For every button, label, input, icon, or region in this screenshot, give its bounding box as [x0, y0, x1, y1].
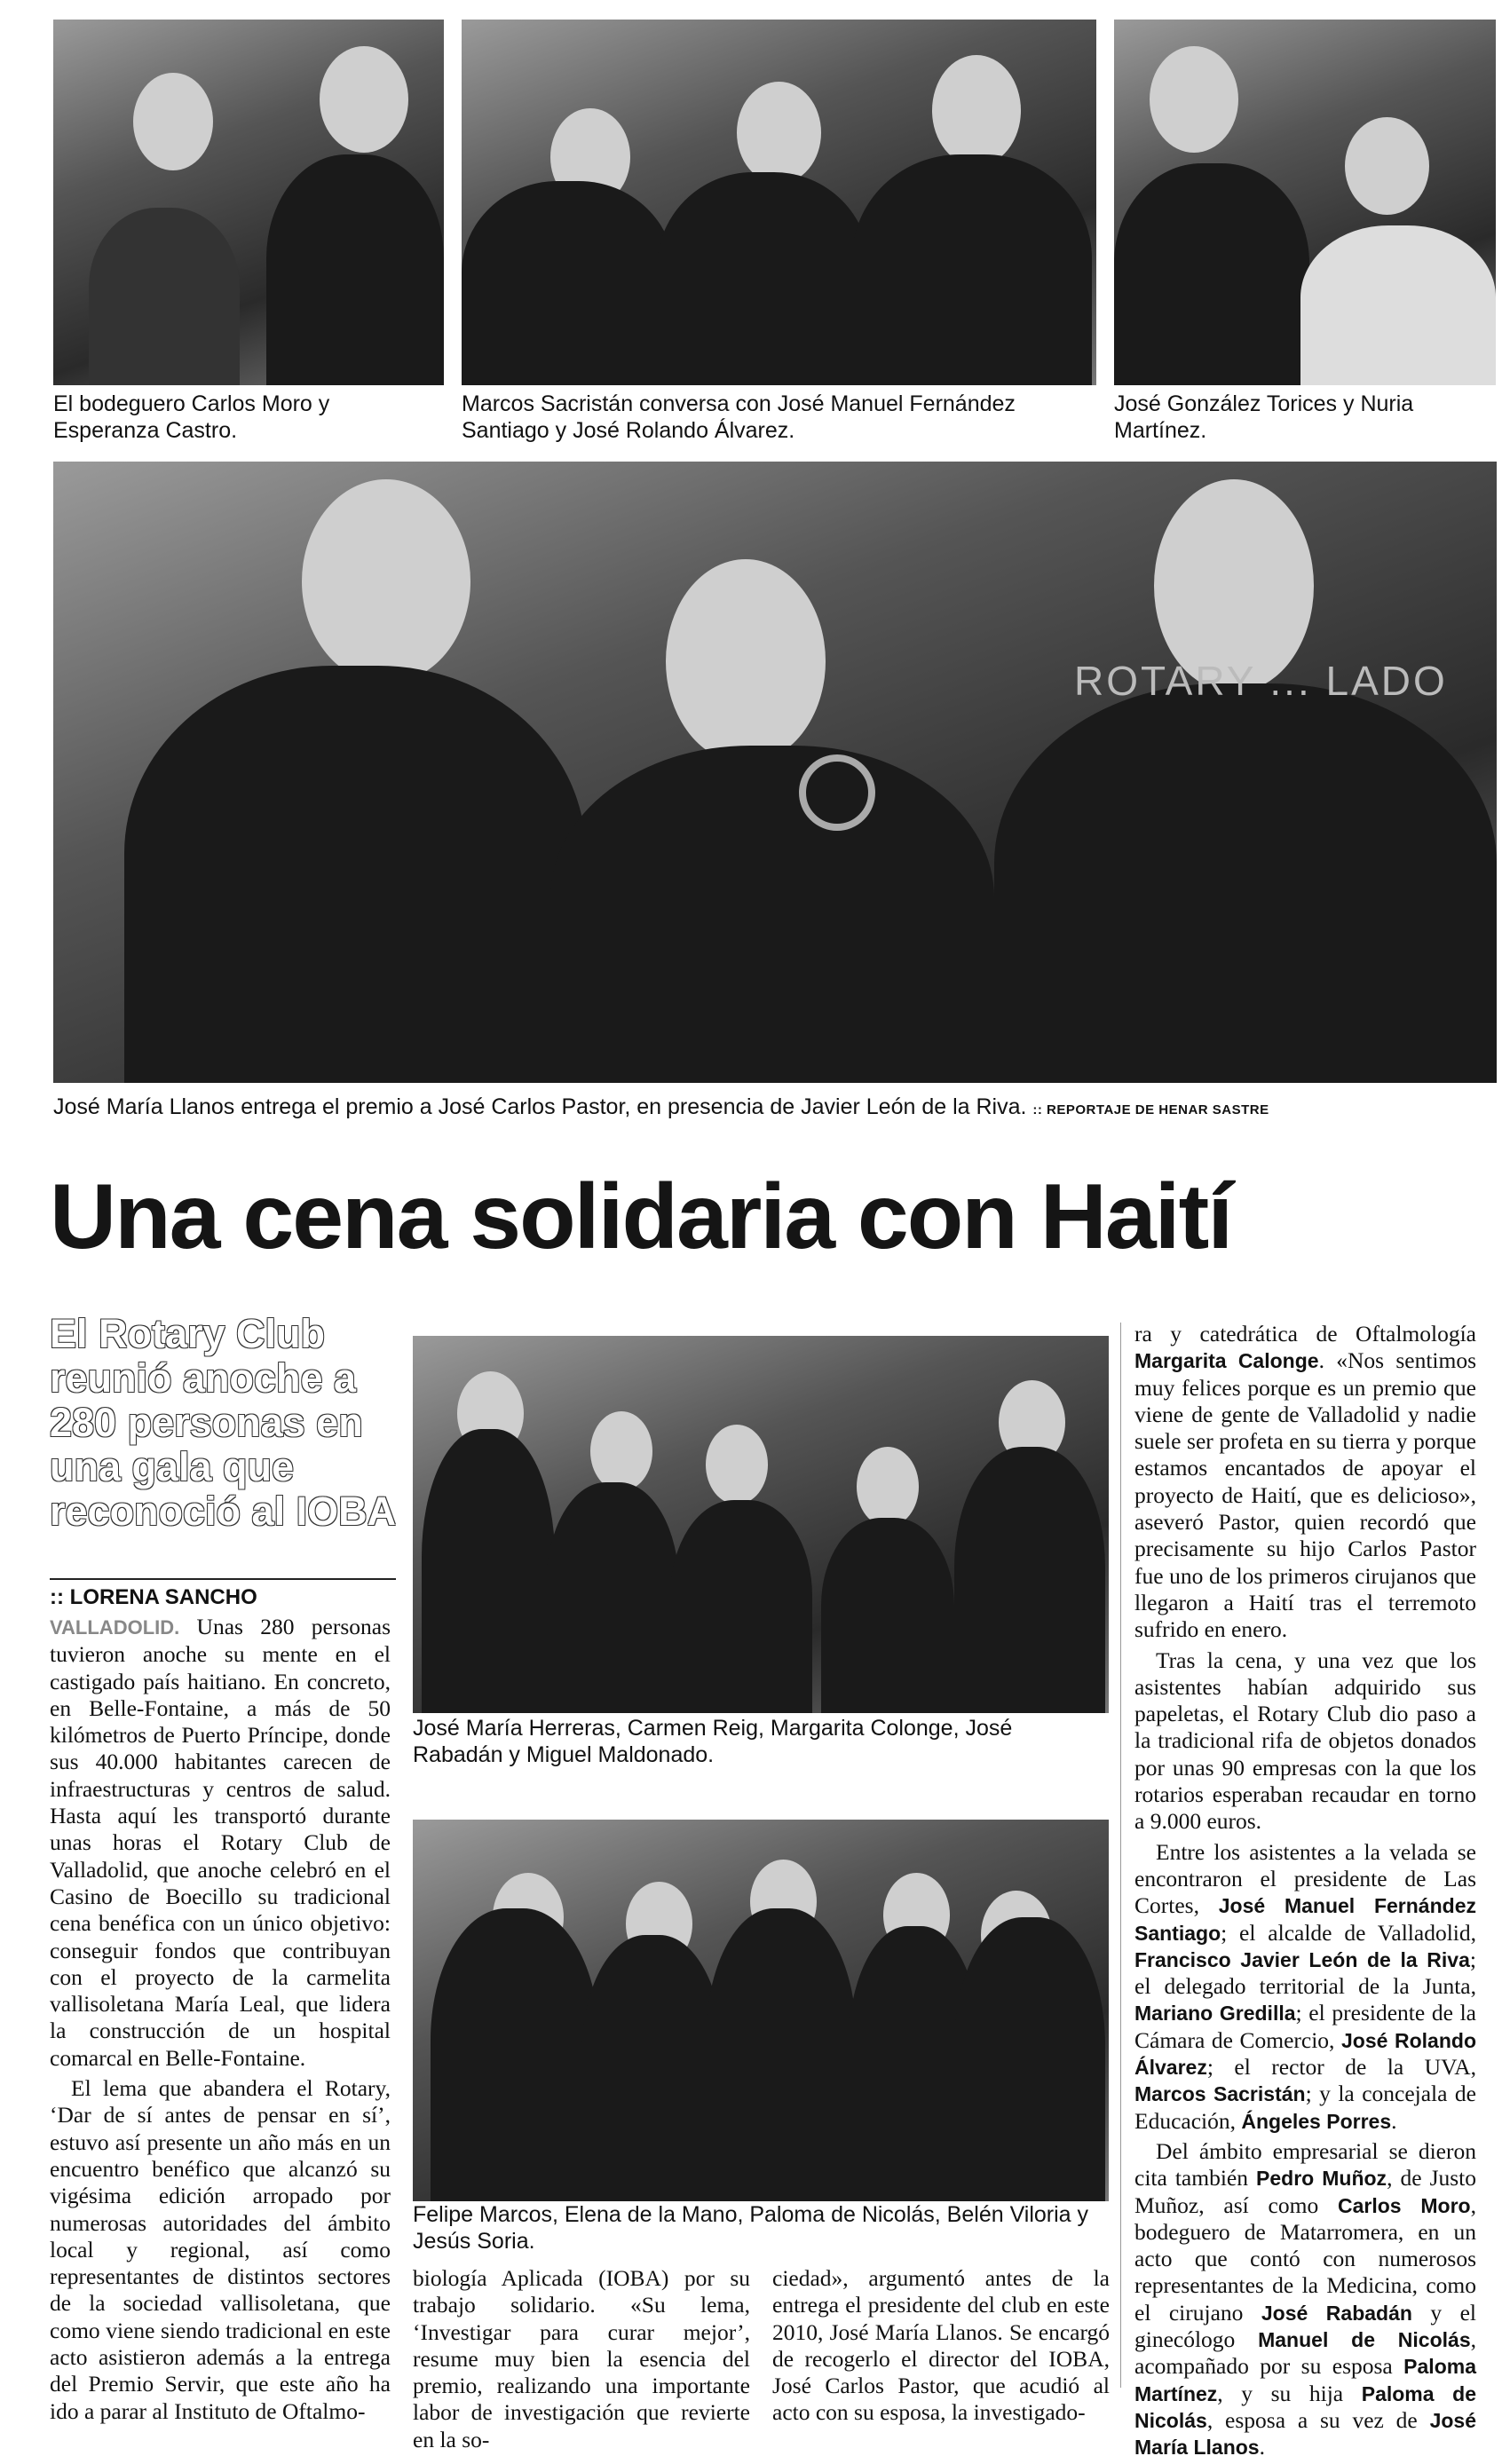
- caption-group2: Felipe Marcos, Elena de la Mano, Paloma de Nicolás, Belén Viloria y Jesús Soria.: [413, 2202, 1089, 2254]
- p4-name-3: José Rabadán: [1261, 2301, 1412, 2325]
- name-calonge: Margarita Calonge: [1134, 1349, 1319, 1373]
- p3-text-2: ; el alcalde de Valladolid,: [1221, 1919, 1476, 1946]
- p3-name-4: José Rolando Álvarez: [1134, 2028, 1476, 2080]
- photo-award-presentation: [53, 462, 1497, 1083]
- p4-name-1: Pedro Muñoz: [1256, 2167, 1387, 2191]
- p4-name-2: Carlos Moro: [1338, 2193, 1471, 2217]
- caption-photo1: El bodeguero Carlos Moro y Esperanza Castro.: [53, 391, 330, 443]
- headline: Una cena solidaria con Haití: [50, 1165, 1232, 1268]
- p4-text-3: , bodeguero de Matarromera, en un acto que contó con numerosos representantes de la Medicina, como el cirujano: [1134, 2192, 1476, 2326]
- col4-p1a: ra y catedrática de Oftalmología: [1134, 1321, 1476, 1347]
- p3-text-4: ; el presidente de la Cámara de Comercio,: [1134, 2000, 1477, 2053]
- deck: El Rotary Club reunió anoche a 280 personas en una gala que reconoció al IOBA: [50, 1311, 397, 1534]
- p4-text-6: , y su hija: [1217, 2380, 1362, 2406]
- photo-moro-castro: [53, 20, 444, 385]
- p3-text-5: ; el rector de la UVA,: [1206, 2054, 1476, 2081]
- trophy-icon: [799, 754, 875, 831]
- col1-paragraph-1: [50, 1614, 391, 2072]
- col4-paragraph-2: Tras la cena, y una vez que los asistentes habían adquirido sus papeletas, el Rotary Club dio paso a la tradicional rifa de objetos donados por unas 90 empresas con la que los rotarios esperaban recaudar en torno a 9.000 euros.: [1134, 1647, 1476, 1835]
- caption-main-text: José María Llanos entrega el premio a José Carlos Pastor, en presencia de Javier León de la Riva.: [53, 1094, 1027, 1119]
- p4-name-5: Paloma Martínez: [1134, 2355, 1476, 2405]
- p4-text-4: y el ginecólogo: [1134, 2299, 1477, 2352]
- caption-photo2: Marcos Sacristán conversa con José Manuel Fernández Santiago y José Rolando Álvarez.: [462, 391, 1016, 443]
- column-divider: [1120, 1323, 1121, 2388]
- p3-name-1: José Manuel Fernández Santiago: [1134, 1894, 1476, 1945]
- photo-torices-martinez: [1114, 20, 1496, 385]
- caption-group1: José María Herreras, Carmen Reig, Margarita Colonge, José Rabadán y Miguel Maldonado.: [413, 1716, 1013, 1767]
- photo-group-herreras: [413, 1336, 1109, 1713]
- p4-text-1: Del ámbito empresarial se dieron cita también: [1134, 2137, 1476, 2192]
- photo-credit: :: REPORTAJE DE HENAR SASTRE: [1032, 1102, 1269, 1117]
- p3-text-7: .: [1391, 2107, 1397, 2134]
- dateline: VALLADOLID.: [50, 1616, 180, 1639]
- p4-name-4: Manuel de Nicolás: [1258, 2327, 1471, 2351]
- p4-name-7: José María Llanos: [1134, 2408, 1476, 2460]
- col1-paragraph-2: El lema que abandera el Rotary, ‘Dar de sí antes de pensar en sí’, estuvo así presente un año más en un encuentro benéfico que alcanzó su vigésima edición arropado por numerosas autoridades del ámbito local y regional, así como representantes de distintos sectores de la sociedad vallisoletana, que como viene siendo tradicional en este acto asistieron además a la entrega del Premio Servir, que este año ha ido a parar al Instituto de Oftalmo-: [50, 2075, 391, 2424]
- article-column-1: [50, 1614, 391, 2428]
- caption-main: [53, 1094, 1474, 1124]
- p4-text-2: , de Justo Muñoz, así como: [1134, 2165, 1476, 2218]
- p4-text-5: , acompañado por su esposa: [1134, 2326, 1476, 2380]
- col4-p1b: . «Nos sentimos muy felices porque es un premio que viene de gente de Valladolid y nadie suele ser profeta en su tierra y porque estamos encantados de apoyar el proyecto de Haití, que es delicioso», aseveró Pastor, quien recordó que precisamente su hijo Carlos Pastor fue uno de los primeros cirujanos que llegaron a Haití tras el terremoto sufrido en enero.: [1134, 1347, 1476, 1643]
- p3-name-5: Marcos Sacristán: [1134, 2082, 1306, 2106]
- p3-name-6: Ángeles Porres: [1241, 2109, 1392, 2133]
- photo-sacristan-group: [462, 20, 1096, 385]
- p4-text-7: , esposa a su vez de: [1206, 2406, 1430, 2433]
- p3-text-1: Entre los asistentes a la velada se encontraron el presidente de Las Cortes,: [1134, 1838, 1476, 1919]
- article-column-3: [772, 2265, 1110, 2430]
- col2-paragraph: biología Aplicada (IOBA) por su trabajo solidario. «Su lema, ‘Investigar para curar mejor’, resume muy bien la esencia del premio, realizando una importante labor de investigación que revierte en la so-: [413, 2265, 750, 2452]
- col4-paragraph-1: [1134, 1321, 1476, 1644]
- col3-paragraph: ciedad», argumentó antes de la entrega el presidente del club en este 2010, José María Llanos. Se encargó de recogerlo el director del IOBA, José Carlos Pastor, que acudió al acto con su esposa, la investigado-: [772, 2265, 1110, 2426]
- article-column-4: [1134, 1321, 1476, 2464]
- col1-p1-text: Unas 280 personas tuvieron anoche su mente en el castigado país haitiano. En concreto, en Belle-Fontaine, a más de 50 kilómetros de Puerto Príncipe, donde sus 40.000 habitantes carecen de infraestructuras y centros de salud. Hasta aquí les transportó durante unas horas el Rotary Club de Valladolid, que anoche celebró en el Casino de Boecillo su tradicional cena benéfica con un único objetivo: conseguir fondos que contribuyan con el proyecto de la carmelita vallisoletana María Leal, que lidera la construcción de un hospital comarcal en Belle-Fontaine.: [50, 1614, 391, 2071]
- photo-group-marcos: [413, 1820, 1109, 2201]
- p4-text-8: .: [1259, 2434, 1265, 2460]
- byline: :: LORENA SANCHO: [50, 1578, 396, 1610]
- article-column-2: [413, 2265, 750, 2457]
- rotary-sign: ROTARY ... LADO: [1074, 658, 1448, 704]
- col4-paragraph-4: [1134, 2138, 1476, 2461]
- p3-name-2: Francisco Javier León de la Riva: [1134, 1947, 1470, 1971]
- p4-name-6: Paloma de Nicolás: [1134, 2381, 1477, 2432]
- p3-name-3: Mariano Gredilla: [1134, 2002, 1296, 2026]
- caption-photo3: José González Torices y Nuria Martínez.: [1114, 391, 1414, 443]
- p3-text-6: ; y la concejala de Educación,: [1134, 2081, 1476, 2134]
- p3-text-3: ; el delegado territorial de la Junta,: [1134, 1946, 1476, 2000]
- col4-paragraph-3: [1134, 1839, 1476, 2135]
